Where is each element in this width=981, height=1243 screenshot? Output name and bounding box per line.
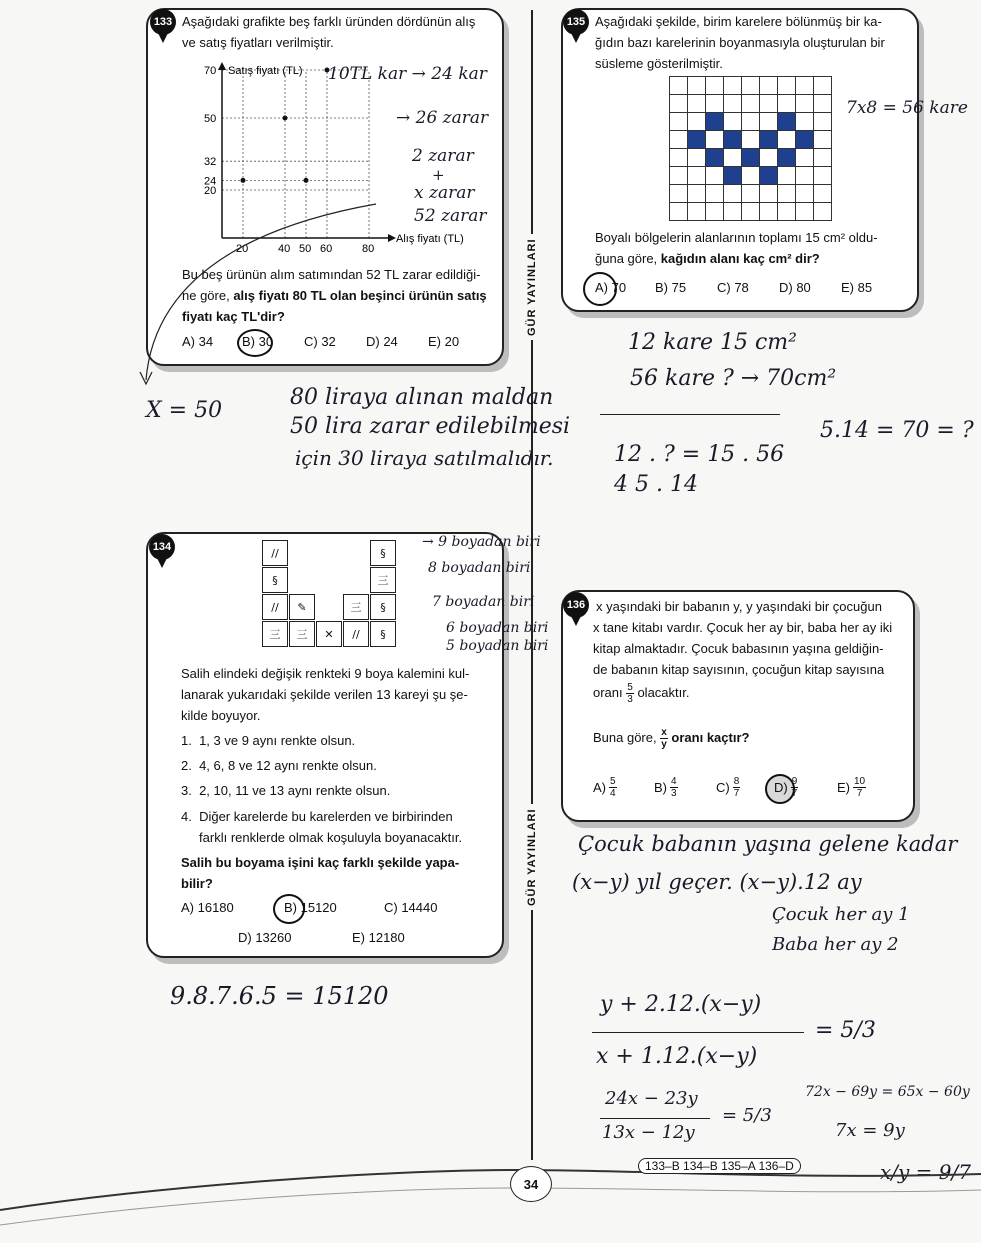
q136-text5-suffix: olacaktır. bbox=[637, 685, 690, 700]
q133-option-a: A) 34 bbox=[182, 334, 214, 349]
q135-cell-4-2 bbox=[706, 149, 724, 167]
q135-option-b: B) 75 bbox=[655, 280, 687, 295]
footer-swoosh bbox=[0, 1150, 981, 1243]
q135-cell-3-4 bbox=[742, 131, 760, 149]
answer-key bbox=[638, 1158, 801, 1174]
q133-ytick-0: 70 bbox=[204, 65, 217, 77]
q134-cell-1: // bbox=[262, 540, 288, 566]
q135-cell-0-8 bbox=[814, 77, 832, 95]
q135-cell-1-8 bbox=[814, 95, 832, 113]
q135-option-c: C) 78 bbox=[717, 280, 749, 295]
q136-option-num: 10 bbox=[854, 776, 866, 787]
q136-question-prefix: Buna göre, bbox=[593, 730, 657, 745]
q135-cell-7-3 bbox=[724, 203, 742, 221]
q136-option-fraction bbox=[609, 776, 617, 799]
q136-option-label: C) bbox=[716, 780, 730, 795]
question-134-number: 134 bbox=[149, 534, 175, 560]
q135-cell-4-3 bbox=[724, 149, 742, 167]
q134-question-1: Salih bu boyama işini kaç farklı şekilde yapa- bbox=[181, 855, 460, 870]
q135-cell-2-4 bbox=[742, 113, 760, 131]
q136-intro-1: x yaşındaki bir babanın y, y yaşındaki bir çocuğun bbox=[596, 599, 882, 614]
q135-cell-7-5 bbox=[760, 203, 778, 221]
q135-cell-3-8 bbox=[814, 131, 832, 149]
hw-135-f: 4 5 . 14 bbox=[614, 472, 698, 497]
question-136-number: 136 bbox=[563, 592, 589, 618]
q135-cell-3-7 bbox=[796, 131, 814, 149]
q134-option-d: D) 13260 bbox=[238, 930, 292, 945]
hw-133-c: 2 zarar bbox=[412, 146, 474, 166]
q135-cell-7-7 bbox=[796, 203, 814, 221]
hw-134-label-1: → 9 boyadan biri bbox=[422, 534, 541, 550]
q136-intro-3: kitap almaktadır. Çocuk babasının yaşına geldiğin- bbox=[593, 641, 884, 656]
hw-133-exp-2: 50 lira zarar edilebilmesi bbox=[290, 414, 571, 439]
q136-question-num: x bbox=[661, 727, 667, 739]
q136-option-den: 3 bbox=[671, 788, 677, 799]
q135-option-e: E) 85 bbox=[841, 280, 873, 295]
hw-136-f1: 24x − 23y bbox=[605, 1088, 698, 1109]
q134-question-2: bilir? bbox=[181, 876, 213, 891]
hw-134-calc: 9.8.7.6.5 = 15120 bbox=[170, 982, 389, 1010]
hw-133-d: + bbox=[432, 166, 445, 184]
q134-rule-1: 1. 1, 3 ve 9 aynı renkte olsun. bbox=[181, 733, 356, 748]
q135-cell-7-8 bbox=[814, 203, 832, 221]
q133-intro-1: Aşağıdaki grafikte beş farklı üründen dördünün alış bbox=[182, 14, 476, 29]
q133-intro-2: ve satış fiyatları verilmiştir. bbox=[182, 35, 334, 50]
q136-ratio-num: 5 bbox=[627, 682, 633, 694]
q135-cell-1-4 bbox=[742, 95, 760, 113]
q135-cell-2-3 bbox=[724, 113, 742, 131]
q135-cell-5-2 bbox=[706, 167, 724, 185]
q135-body-2-prefix: ğuna göre, bbox=[595, 251, 661, 266]
hw-136-b: (x−y) yıl geçer. (x−y).12 ay bbox=[572, 870, 862, 894]
q135-cell-5-7 bbox=[796, 167, 814, 185]
q135-cell-7-4 bbox=[742, 203, 760, 221]
q133-ytick-3: 24 bbox=[204, 175, 217, 188]
q136-option-label: E) bbox=[837, 780, 850, 795]
q135-answer-circle bbox=[583, 272, 617, 306]
q134-option-b: B) 15120 bbox=[284, 900, 337, 915]
q135-body-2-bold: kağıdın alanı kaç cm² dir? bbox=[660, 251, 820, 266]
q135-cell-5-6 bbox=[778, 167, 796, 185]
q134-cell-13: § bbox=[370, 621, 396, 647]
q133-point-2 bbox=[304, 178, 309, 183]
q136-option-label: D) bbox=[774, 780, 788, 795]
q133-point-0 bbox=[241, 178, 246, 183]
q136-option-fraction bbox=[853, 776, 866, 799]
q135-cell-6-2 bbox=[706, 185, 724, 203]
q136-option-label: A) bbox=[593, 780, 606, 795]
q136-intro-5 bbox=[593, 682, 689, 705]
q135-cell-6-6 bbox=[778, 185, 796, 203]
q135-cell-0-4 bbox=[742, 77, 760, 95]
q135-cell-0-0 bbox=[670, 77, 688, 95]
q136-option-den: 4 bbox=[610, 788, 616, 799]
hw-136-h: 7x = 9y bbox=[835, 1120, 905, 1141]
q134-cell-12: § bbox=[370, 594, 396, 620]
q133-option-c: C) 32 bbox=[304, 334, 336, 349]
hw-134-label-3: 7 boyadan biri bbox=[432, 594, 535, 610]
q135-cell-2-6 bbox=[778, 113, 796, 131]
q135-cell-6-7 bbox=[796, 185, 814, 203]
q135-cell-6-4 bbox=[742, 185, 760, 203]
q134-cell-10: § bbox=[370, 540, 396, 566]
q134-intro-3: kilde boyuyor. bbox=[181, 708, 261, 723]
q136-option-e bbox=[837, 776, 866, 799]
q136-question-fraction bbox=[660, 727, 668, 750]
q133-option-d: D) 24 bbox=[366, 334, 398, 349]
hw-135-d: 5.14 = 70 = ? bbox=[820, 418, 974, 443]
hw-136-e2: x + 1.12.(x−y) bbox=[596, 1044, 758, 1069]
q135-body-1: Boyalı bölgelerin alanlarının toplamı 15 cm² oldu- bbox=[595, 230, 878, 245]
q135-cell-1-6 bbox=[778, 95, 796, 113]
hw-134-label-2: 8 boyadan biri bbox=[428, 560, 531, 576]
hw-135-c: 56 kare ? → 70cm² bbox=[630, 366, 837, 391]
q133-option-e: E) 20 bbox=[428, 334, 460, 349]
q135-cell-5-4 bbox=[742, 167, 760, 185]
q135-cell-0-5 bbox=[760, 77, 778, 95]
q135-cell-4-4 bbox=[742, 149, 760, 167]
column-divider bbox=[531, 10, 533, 1160]
q134-cell-6: ✎ bbox=[289, 594, 315, 620]
q134-figure bbox=[262, 540, 422, 660]
q136-question-den: y bbox=[661, 739, 667, 751]
hw-136-f2: 13x − 12y bbox=[602, 1122, 695, 1143]
hw-136-e1: y + 2.12.(x−y) bbox=[600, 992, 762, 1017]
q135-cell-3-0 bbox=[670, 131, 688, 149]
q135-cell-7-6 bbox=[778, 203, 796, 221]
q135-cell-3-3 bbox=[724, 131, 742, 149]
q134-rule-3: 3. 2, 10, 11 ve 13 aynı renkte olsun. bbox=[181, 783, 391, 798]
q135-cell-3-6 bbox=[778, 131, 796, 149]
hw-133-x: X = 50 bbox=[146, 398, 223, 423]
q136-option-num: 5 bbox=[610, 776, 616, 787]
q134-cell-9: 三 bbox=[343, 594, 369, 620]
q135-cell-2-5 bbox=[760, 113, 778, 131]
q136-option-a bbox=[593, 776, 617, 799]
page-number: 34 bbox=[523, 1176, 539, 1192]
q133-point-1 bbox=[283, 116, 288, 121]
q133-xlabel: Alış fiyatı (TL) bbox=[396, 233, 464, 245]
hw-133-b: → 26 zarar bbox=[396, 108, 489, 128]
q135-cell-2-2 bbox=[706, 113, 724, 131]
hw-133-f: 52 zarar bbox=[414, 206, 487, 226]
q135-cell-0-6 bbox=[778, 77, 796, 95]
q135-intro-3: süsleme gösterilmiştir. bbox=[595, 56, 723, 71]
q135-cell-6-8 bbox=[814, 185, 832, 203]
page-number-badge bbox=[510, 1166, 552, 1202]
q136-text5-prefix: oranı bbox=[593, 685, 623, 700]
answer-key-text: 133–B 134–B 135–A 136–D bbox=[645, 1159, 794, 1173]
q135-cell-2-8 bbox=[814, 113, 832, 131]
question-135-number: 135 bbox=[563, 9, 589, 35]
q134-cell-8: // bbox=[343, 621, 369, 647]
q135-cell-7-2 bbox=[706, 203, 724, 221]
publisher-label-bottom: GÜR YAYINLARI bbox=[526, 804, 538, 910]
q134-intro-2: lanarak yukarıdaki şekilde verilen 13 kareyi şu şe- bbox=[181, 687, 468, 702]
q136-ratio-den: 3 bbox=[627, 694, 633, 706]
q134-cell-3: // bbox=[262, 594, 288, 620]
q133-xtick-3: 60 bbox=[320, 243, 333, 255]
q136-question-suffix: oranı kaçtır? bbox=[671, 730, 750, 745]
hw-136-e-bar bbox=[592, 1032, 804, 1033]
q135-cell-1-2 bbox=[706, 95, 724, 113]
q134-cell-7: ✕ bbox=[316, 621, 342, 647]
q136-answer-circle bbox=[765, 774, 795, 804]
q136-intro-4: de babanın kitap sayısının, çocuğun kitap sayısına bbox=[593, 662, 885, 677]
q133-xtick-2: 50 bbox=[299, 243, 312, 255]
q135-cell-6-5 bbox=[760, 185, 778, 203]
hw-135-b: 12 kare 15 cm² bbox=[628, 330, 797, 355]
q133-ytick-4: 20 bbox=[204, 185, 217, 197]
q136-option-num: 8 bbox=[733, 776, 740, 787]
q136-intro-2: x tane kitabı vardır. Çocuk her ay bir, baba her ay iki bbox=[593, 620, 893, 635]
q136-option-b bbox=[654, 776, 678, 799]
q135-cell-5-1 bbox=[688, 167, 706, 185]
hw-135-line bbox=[600, 414, 780, 415]
q135-cell-3-1 bbox=[688, 131, 706, 149]
hw-136-f-bar bbox=[600, 1118, 710, 1119]
q134-cell-11: 三 bbox=[370, 567, 396, 593]
q136-option-den: 7 bbox=[791, 788, 798, 799]
hw-133-e: x zarar bbox=[414, 183, 475, 203]
q135-cell-6-0 bbox=[670, 185, 688, 203]
q135-cell-0-3 bbox=[724, 77, 742, 95]
q133-xtick-4: 80 bbox=[362, 243, 375, 255]
q135-cell-4-8 bbox=[814, 149, 832, 167]
q136-option-den: 7 bbox=[733, 788, 740, 799]
hw-133-exp-1: 80 liraya alınan maldan bbox=[290, 385, 554, 410]
q135-option-a: A) 70 bbox=[595, 280, 627, 295]
hw-136-d: Baba her ay 2 bbox=[772, 934, 899, 955]
q135-cell-1-7 bbox=[796, 95, 814, 113]
q133-ytick-1: 50 bbox=[204, 113, 217, 125]
hw-136-g: 72x − 69y = 65x − 60y bbox=[805, 1084, 970, 1100]
q134-rule-2: 2. 4, 6, 8 ve 12 aynı renkte olsun. bbox=[181, 758, 377, 773]
q135-ornament-grid bbox=[669, 76, 832, 221]
q133-ytick-2: 32 bbox=[204, 156, 217, 169]
q136-option-num: 4 bbox=[671, 776, 677, 787]
hw-136-i: x/y = 9/7 bbox=[880, 1160, 971, 1184]
q134-cell-4: 三 bbox=[262, 621, 288, 647]
q135-cell-5-8 bbox=[814, 167, 832, 185]
q136-option-fraction bbox=[670, 776, 678, 799]
q135-cell-1-0 bbox=[670, 95, 688, 113]
q134-option-c: C) 14440 bbox=[384, 900, 438, 915]
hw-133-a: 10TL kar → 24 kar bbox=[328, 64, 487, 84]
q134-option-a: A) 16180 bbox=[181, 900, 234, 915]
q135-cell-1-5 bbox=[760, 95, 778, 113]
q135-cell-4-0 bbox=[670, 149, 688, 167]
q135-body-2 bbox=[595, 248, 820, 269]
q136-option-label: B) bbox=[654, 780, 667, 795]
q135-option-d: D) 80 bbox=[779, 280, 811, 295]
hw-133-arrow bbox=[136, 200, 386, 390]
q135-cell-2-7 bbox=[796, 113, 814, 131]
q135-cell-2-1 bbox=[688, 113, 706, 131]
hw-136-f3: = 5/3 bbox=[722, 1105, 772, 1126]
q133-xtick-1: 40 bbox=[278, 243, 291, 255]
q135-cell-3-2 bbox=[706, 131, 724, 149]
q134-cell-2: § bbox=[262, 567, 288, 593]
q133-body-2-prefix: ne göre, bbox=[182, 288, 234, 303]
q135-intro-1: Aşağıdaki şekilde, birim karelere bölünmüş bir ka- bbox=[595, 14, 882, 29]
q136-question bbox=[593, 727, 749, 750]
q136-option-num: 9 bbox=[791, 776, 798, 787]
q136-ratio-fraction bbox=[626, 682, 634, 705]
q134-option-e: E) 12180 bbox=[352, 930, 405, 945]
q135-cell-6-1 bbox=[688, 185, 706, 203]
q135-cell-0-2 bbox=[706, 77, 724, 95]
q136-option-den: 7 bbox=[856, 788, 863, 799]
q135-cell-0-7 bbox=[796, 77, 814, 95]
q133-ylabel: Satış fiyatı (TL) bbox=[228, 65, 303, 77]
publisher-label-top: GÜR YAYINLARI bbox=[526, 234, 538, 340]
q134-rule-4: 4. Diğer karelerde bu karelerden ve birbirinden bbox=[181, 809, 453, 824]
q135-cell-7-1 bbox=[688, 203, 706, 221]
q135-cell-5-0 bbox=[670, 167, 688, 185]
hw-135-e: 12 . ? = 15 . 56 bbox=[614, 442, 785, 467]
q135-cell-3-5 bbox=[760, 131, 778, 149]
q134-rule-5: farklı renklerde olmak koşuluyla boyanacaktır. bbox=[181, 830, 463, 845]
q135-cell-4-1 bbox=[688, 149, 706, 167]
hw-134-label-5: 5 boyadan biri bbox=[446, 638, 549, 654]
q135-cell-4-5 bbox=[760, 149, 778, 167]
q135-cell-5-5 bbox=[760, 167, 778, 185]
hw-136-c: Çocuk her ay 1 bbox=[772, 904, 910, 925]
q135-cell-4-6 bbox=[778, 149, 796, 167]
q133-xtick-0: 20 bbox=[236, 243, 249, 255]
q133-body-1: Bu beş ürünün alım satımından 52 TL zarar edildiği- bbox=[182, 267, 481, 282]
q134-intro-1: Salih elindeki değişik renkteki 9 boya kalemini kul- bbox=[181, 666, 470, 681]
q135-cell-0-1 bbox=[688, 77, 706, 95]
q133-option-b: B) 30 bbox=[242, 334, 274, 349]
hw-136-e3: = 5/3 bbox=[815, 1018, 876, 1043]
hw-134-label-4: 6 boyadan biri bbox=[446, 620, 549, 636]
q135-cell-1-1 bbox=[688, 95, 706, 113]
question-133-number: 133 bbox=[150, 9, 176, 35]
q133-body-3: fiyatı kaç TL'dir? bbox=[182, 309, 285, 324]
q135-cell-6-3 bbox=[724, 185, 742, 203]
q136-option-c bbox=[716, 776, 740, 799]
q135-cell-2-0 bbox=[670, 113, 688, 131]
hw-136-a: Çocuk babanın yaşına gelene kadar bbox=[578, 832, 958, 856]
q134-answer-circle bbox=[273, 894, 305, 924]
q135-cell-1-3 bbox=[724, 95, 742, 113]
hw-135-a: 7x8 = 56 kare bbox=[846, 98, 968, 118]
q135-cell-4-7 bbox=[796, 149, 814, 167]
q135-cell-7-0 bbox=[670, 203, 688, 221]
q135-cell-5-3 bbox=[724, 167, 742, 185]
hw-133-exp-3: için 30 liraya satılmalıdır. bbox=[295, 446, 554, 470]
q134-cell-5: 三 bbox=[289, 621, 315, 647]
q135-intro-2: ğıdın bazı karelerinin boyanmasıyla oluşturulan bir bbox=[595, 35, 885, 50]
q133-body-2-bold: alış fiyatı 80 TL olan beşinci ürünün satış bbox=[233, 288, 487, 303]
q136-option-fraction bbox=[733, 776, 741, 799]
